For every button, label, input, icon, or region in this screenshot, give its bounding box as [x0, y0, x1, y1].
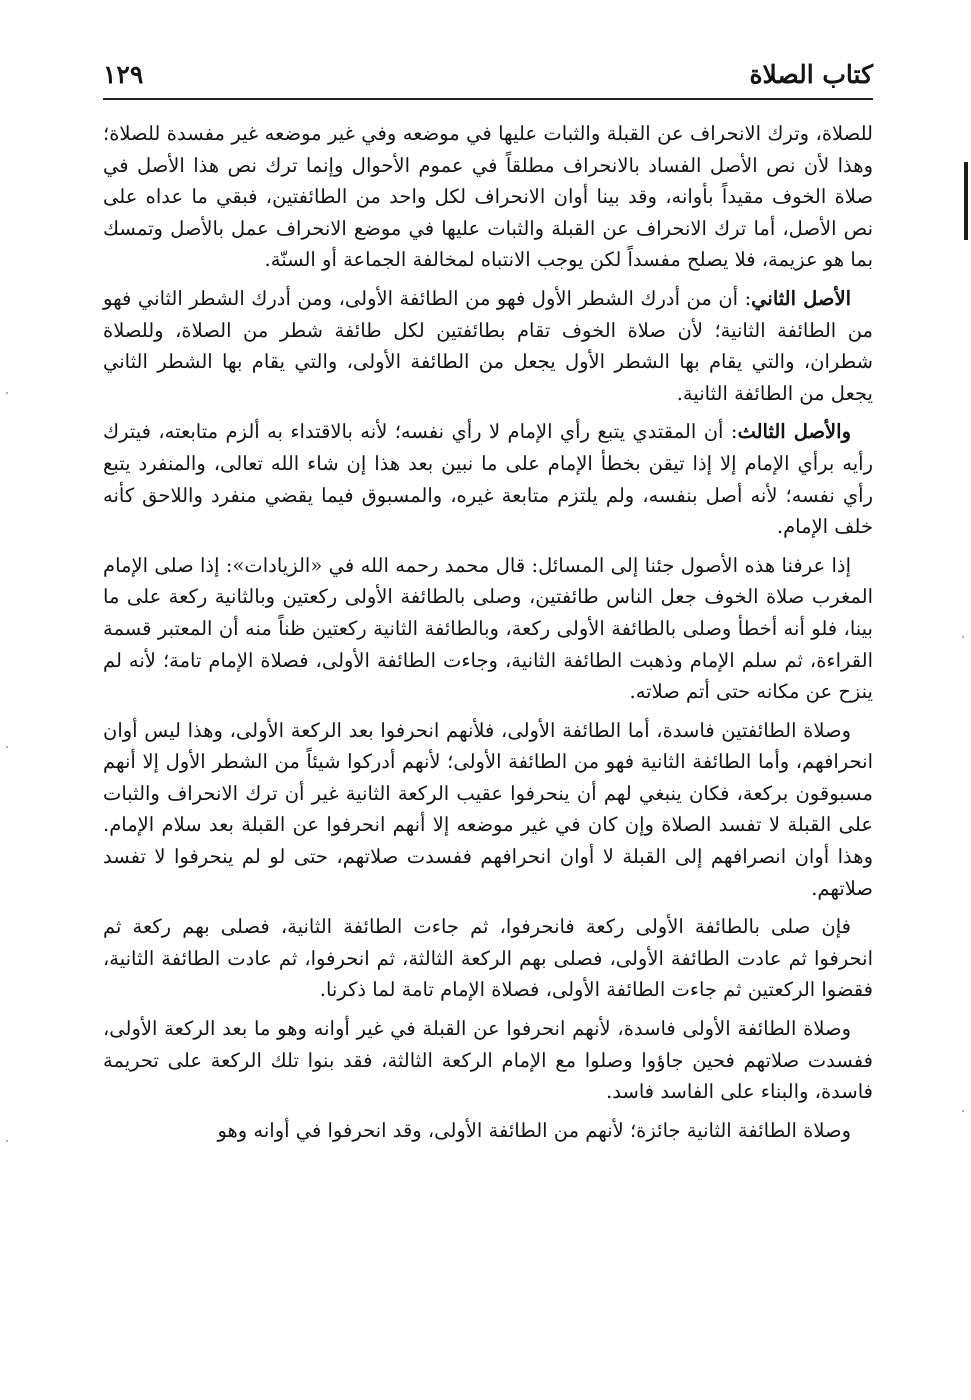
running-title: كتاب الصلاة [749, 60, 873, 89]
paragraph-principle-two [103, 283, 873, 409]
margin-speck [6, 392, 8, 394]
margin-bar-mark [964, 162, 968, 240]
paragraph [103, 1013, 873, 1108]
paragraph-text: وصلاة الطائفة الأولى فاسدة، لأنهم انحرفوا عن القبلة في غير أوانه وهو ما بعد الركعة الأولى، ففسدت صلاتهم فحين جاؤوا وصلوا مع الإمام الركعة الثالثة، فقد بنوا تلك الركعة على تحريمة فاسدة، والبناء على الفاسد فاسد. [103, 1017, 873, 1104]
paragraph-text: وصلاة الطائفة الثانية جائزة؛ لأنهم من الطائفة الأولى، وقد انحرفوا في أوانه وهو [217, 1118, 851, 1142]
page-number: ١٢٩ [103, 60, 144, 89]
paragraph-text: وصلاة الطائفتين فاسدة، أما الطائفة الأولى، فلأنهم انحرفوا بعد الركعة الأولى، وهذا ليس أوان انحرافهم، وأما الطائفة الثانية فهو من الطائفة الأولى؛ لأنهم أدركوا شيئاً من الشطر الأول إلا أنهم مسبوقون بركعة، فكان ينبغي لهم أن ينحرفوا عقيب الركعة الثانية غير أن ترك الانحراف والثبات على القبلة لا تفسد الصلاة وإن كان في غير موضعه إلا أنهم انحرفوا عن القبلة بعد سلام الإمام. وهذا أوان انصرافهم إلى القبلة لا أوان انحرافهم ففسدت صلاتهم، حتى لو لم ينحرفوا لا تفسد صلاتهم. [103, 718, 873, 900]
paragraph-heading: الأصل الثاني [751, 286, 851, 310]
paragraph [103, 715, 873, 905]
paragraph [103, 550, 873, 708]
margin-speck [6, 746, 8, 748]
margin-speck [962, 1110, 964, 1112]
paragraph-heading: والأصل الثالث [737, 420, 851, 444]
paragraph [103, 911, 873, 1006]
paragraph [103, 118, 873, 276]
paragraph-text: إذا عرفنا هذه الأصول جئنا إلى المسائل: قال محمد رحمه الله في «الزيادات»: إذا صلى الإمام المغرب صلاة الخوف جعل الناس طائفتين، وصلى بالطائفة الأولى ركعتين وبالثانية ركعة على ما بينا، فلو أنه أخطأ وصلى بالطائفة الأولى ركعة، وبالطائفة الثانية ركعتين ظناً منه أن المعتبر قسمة القراءة، ثم سلم الإمام وذهبت الطائفة الثانية، وجاءت الطائفة الأولى، فصلاة الإمام تامة؛ لأنه لم ينزح عن مكانه حتى أتم صلاته. [103, 553, 873, 704]
paragraph-principle-three [103, 416, 873, 542]
paragraph-text: : أن المقتدي يتبع رأي الإمام لا رأي نفسه؛ لأنه بالاقتداء به ألزم متابعته، فيترك رأيه برأي الإمام إلا إذا تيقن بخطأ الإمام على ما نبين بعد هذا إن شاء الله تعالى، والمنفرد يتبع رأي نفسه؛ لأنه أصل بنفسه، ولم يلتزم متابعة غيره، والمسبوق فيما يقضي منفرد واللاحق كأنه خلف الإمام. [103, 420, 873, 539]
paragraph-text: فإن صلى بالطائفة الأولى ركعة فانحرفوا، ثم جاءت الطائفة الثانية، فصلى بهم ركعة ثم انحرفوا ثم عادت الطائفة الأولى، فصلى بهم الركعة الثالثة، ثم انحرفوا، ثم عادت الطائفة الثانية، فقضوا الركعتين ثم جاءت الطائفة الأولى، فصلاة الإمام تامة لما ذكرنا. [103, 915, 873, 1002]
page-header [103, 58, 873, 94]
paragraph-text: : أن من أدرك الشطر الأول فهو من الطائفة الأولى، ومن أدرك الشطر الثاني فهو من الطائفة الثانية؛ لأن صلاة الخوف تقام بطائفتين لكل طائفة شطر من الصلاة، وللصلاة شطران، والتي يقام بها الشطر الأول يجعل من الطائفة الأولى، والتي يقام بها الشطر الثاني يجعل من الطائفة الثانية. [103, 286, 874, 405]
header-rule [103, 98, 873, 100]
margin-speck [6, 1140, 8, 1142]
paragraph-text: للصلاة، وترك الانحراف عن القبلة والثبات عليها في موضعه وفي غير موضعه غير مفسدة للصلاة؛ وهذا لأن نص الأصل الفساد بالانحراف مطلقاً في عموم الأحوال وإنما ترك نص هذا الأصل في صلاة الخوف مقيداً بأوانه، وقد بينا أوان الانحراف لكل واحد من الطائفتين، فبقي ما عداه على نص الأصل، أما ترك الانحراف عن القبلة والثبات عليها في موضع الانحراف عمل بالأصل وتمسك بما هو عزيمة، فلا يصلح مفسداً لكن يوجب الانتباه لمخالفة الجماعة أو السنّة. [103, 122, 873, 272]
margin-speck [962, 636, 964, 638]
paragraph [103, 1115, 873, 1147]
main-text [103, 118, 873, 1153]
